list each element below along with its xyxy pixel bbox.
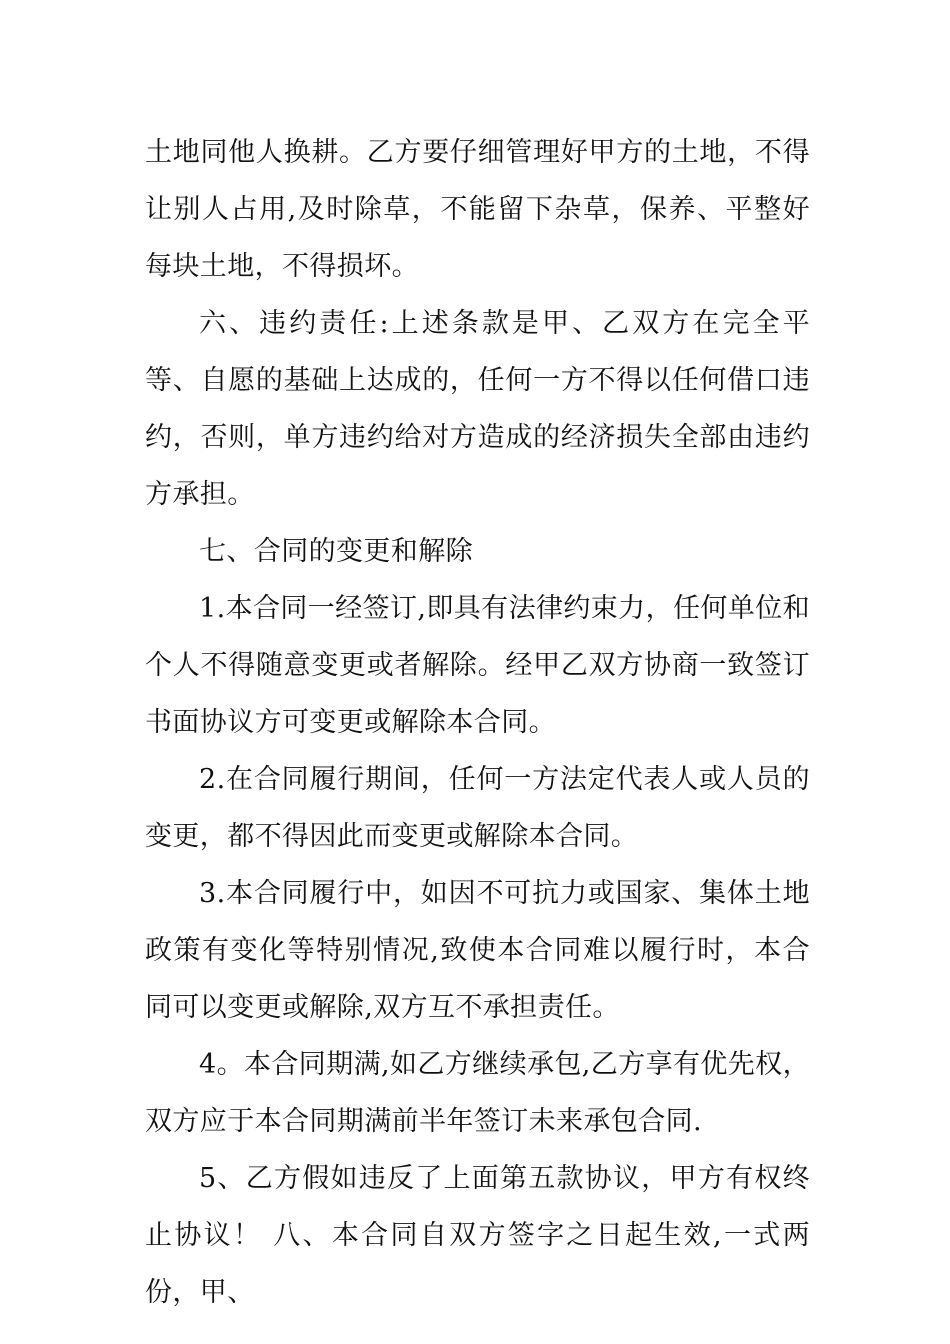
paragraph-land-management: 土地同他人换耕。乙方要仔细管理好甲方的土地，不得让别人占用,及时除草，不能留下杂草，保养、平整好每块土地，不得损坏。 [145,137,810,282]
paragraph-breach-liability: 六、违约责任:上述条款是甲、乙双方在完全平等、自愿的基础上达成的，任何一方不得以任何借口违约，否则，单方违约给对方造成的经济损失全部由违约方承担。 [145,308,810,510]
clause-1-binding: 1.本合同一经签订,即具有法律约束力，任何单位和个人不得随意变更或者解除。经甲乙双方协商一致签订书面协议方可变更或解除本合同。 [145,593,810,738]
clause-2-representative-change: 2.在合同履行期间，任何一方法定代表人或人员的变更，都不得因此而变更或解除本合同。 [145,764,810,852]
section-heading-amendment: 七、合同的变更和解除 [199,536,473,567]
document-body [145,124,810,1321]
clause-5-termination: 5、乙方假如违反了上面第五款协议，甲方有权终止协议！ 八、本合同自双方签字之日起生效,一式两份，甲、 [145,1163,810,1308]
clause-4-renewal: 4。本合同期满,如乙方继续承包,乙方享有优先权，双方应于本合同期满前半年签订未来承包合同. [145,1049,810,1137]
clause-3-force-majeure: 3.本合同履行中，如因不可抗力或国家、集体土地政策有变化等特别情况,致使本合同难以履行时，本合同可以变更或解除,双方互不承担责任。 [145,878,810,1023]
